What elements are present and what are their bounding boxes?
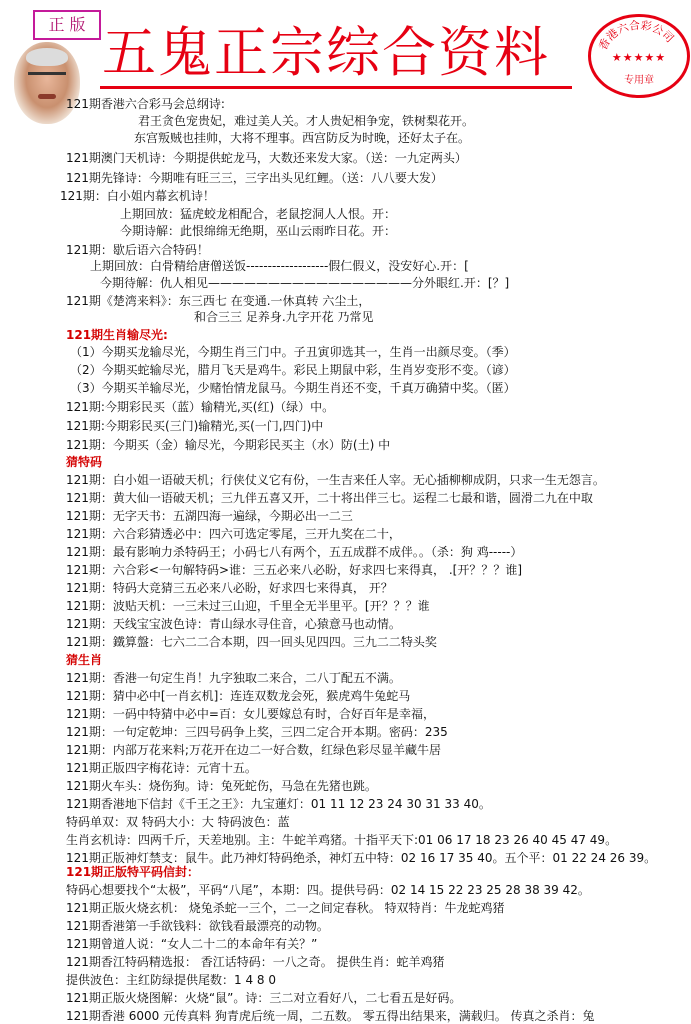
- text-line: 121期《楚湾来料》：东三西七 在变通.一休真转 六尘土，: [66, 294, 371, 308]
- section-heading: 121期正版特平码信封：: [66, 865, 200, 879]
- text-line: 君王贪色宠贵妃，难过美人关。才人贵妃相争宠，铁树梨花开。: [138, 114, 475, 128]
- portrait-mouth: [38, 94, 56, 99]
- text-line: 121期：一句定乾坤：三四号码争上奖，三四二定合开本期。密码：235: [66, 725, 448, 739]
- text-line: 121期正版神灯禁支：鼠牛。此乃神灯特码绝杀，神灯五中特：02 16 17 35 40。五个平：01 22 24 26 39。: [66, 851, 657, 865]
- text-line: 特码心想要找个“太极”，平码“八尾”，本期：四。提供号码：02 14 15 22 23 25 28 38 39 42。: [66, 883, 590, 897]
- seal-label: 专用章: [624, 75, 654, 86]
- title-underline: [100, 86, 572, 89]
- text-line: 121期：黄大仙一语破天机；三九伴五喜又开，二十将出伴三七。运程二七最和谐，圆滑二九在中取: [66, 491, 593, 505]
- text-line: 东宫叛贼也挂帅，大将不理事。西宫防反为时晚，还好太子在。: [134, 131, 471, 145]
- text-line: 121期香港第一手欲钱料：欲钱看最漂亮的动物。: [66, 919, 329, 933]
- text-line: 生肖玄机诗：四两千斤，天差地别。主：牛蛇羊鸡猪。十指平天下:01 06 17 18 23 26 40 45 47 49。: [66, 833, 618, 847]
- text-line: 121期正版四字梅花诗：元宵十五。: [66, 761, 257, 775]
- svg-text:香港六合彩公司: 香港六合彩公司: [596, 18, 677, 53]
- text-line: （2）今期买蛇输尽光，腊月飞天是鸡牛。彩民上期鼠中彩，生肖岁变形不变。（谚）: [70, 363, 516, 377]
- text-line: 和合三三 足养身.九字开花 乃常见: [194, 310, 374, 324]
- text-line: 121期:今期彩民买(三门)输精光,买(一门,四门)中: [66, 419, 324, 433]
- text-line: 今期诗解：此恨绵绵无绝期，巫山云雨昨日花。开：: [120, 224, 397, 238]
- text-line: 121期：鐵算盤：七六二二合本期，四一回头见四四。三九二二特头奖: [66, 635, 437, 649]
- text-line: 121期：今期买（金）输尽光，今期彩民买主（水）防(土) 中: [66, 438, 391, 452]
- text-line: 121期：白小姐一语破天机；行侠仗义它有份，一生吉来任人宰。无心插柳柳成阴，只求一生无怨言。: [66, 473, 605, 487]
- text-line: 提供波色：主红防绿提供尾数：1 4 8 0: [66, 973, 276, 987]
- text-line: 121期正版火烧玄机： 烧兔杀蛇一三个，二一之间定春秋。 特双特肖：牛龙蛇鸡猪: [66, 901, 505, 915]
- text-line: 121期：六合彩<一句解特码>谁：三五必来八必盼，好求四七来得真， .[开？？？谁]: [66, 563, 523, 577]
- text-line: 121期：无字天书：五湖四海一遍绿，今期必出一二三: [66, 509, 353, 523]
- text-line: 121期香港 6000 元传真料 狗青虎后统一周，二五数。 零五得出结果来，满载归。 传真之杀肖：兔: [66, 1009, 595, 1023]
- text-line: 121期香江特码精选报： 香江话特码：一八之奇。 提供生肖：蛇羊鸡猪: [66, 955, 445, 969]
- authentic-badge: 正 版: [33, 10, 101, 40]
- text-line: 121期澳门天机诗：今期提供蛇龙马，大数还来发大家。（送：一九定两头）: [66, 151, 467, 165]
- section-heading: 121期生肖输尽光:: [66, 328, 168, 342]
- text-line: （1）今期买龙输尽光，今期生肖三门中。子丑寅卯选其一，生肖一出颜尽变。（季）: [70, 345, 516, 359]
- text-line: 121期火车头：烧伤狗。诗：兔死蛇伤，马急在先猪也跳。: [66, 779, 377, 793]
- text-line: 上期回放：猛虎蛟龙相配合，老鼠挖洞人人恨。开：: [120, 207, 397, 221]
- text-line: 121期:今期彩民买（蓝）输精光,买(红)（绿）中。: [66, 400, 335, 414]
- text-line: 今期待解：仇人相见—————————————————分外眼红.开：[？]: [100, 276, 510, 290]
- text-line: 121期曾道人说：“女人二十二的本命年有关？”: [66, 937, 318, 951]
- text-line: 121期：最有影响力杀特码王；小码七八有两个，五五成群不成伴。。（杀：狗 鸡-----）: [66, 545, 523, 559]
- section-heading: 猜特码: [66, 455, 103, 469]
- text-line: 121期：波贴天机：一三未过三山迎，千里全无半里平。[开？？？谁: [66, 599, 430, 613]
- text-line: 121期：白小姐内幕玄机诗！: [60, 189, 215, 203]
- text-line: （3）今期买羊输尽光，少赌怡情龙鼠马。今期生肖还不变，千真万确猜中奖。（匿）: [70, 381, 516, 395]
- section-heading: 猜生肖: [66, 653, 103, 667]
- text-line: 121期：特码大竞猜三五必来八必盼，好求四七来得真， 开？: [66, 581, 393, 595]
- text-line: 121期：猜中必中[一肖玄机]：连连双数龙会死，猴虎鸡牛兔蛇马: [66, 689, 411, 703]
- text-line: 上期回放：白骨精给唐僧送饭-------------------假仁假义，没安好心.开：[: [90, 259, 469, 273]
- text-line: 121期：香港一句定生肖！九字独取二来合，二八丁配五不满。: [66, 671, 401, 685]
- text-line: 121期：六合彩猜透必中：四六可选定零尾，三开九奖在二十，: [66, 527, 401, 541]
- portrait-hair: [26, 48, 68, 66]
- text-line: 特码单双：双 特码大小：大 特码波色：蓝: [66, 815, 290, 829]
- text-line: 121期香港六合彩马会总纲诗:: [66, 97, 225, 111]
- text-line: 121期正版火烧图解：火烧“鼠”。诗：三二对立看好八，二七看五是好码。: [66, 991, 462, 1005]
- portrait-glasses: [28, 72, 66, 83]
- company-seal-stamp: [588, 14, 690, 98]
- page-title: 五鬼正宗综合资料: [102, 21, 550, 84]
- text-line: 121期：内部万花来料;万花开在边二一好合数，红绿色彩尽显羊藏牛居: [66, 743, 441, 757]
- seal-stars: ★★★★★: [611, 51, 667, 64]
- text-line: 121期：天线宝宝波色诗：青山绿水寻住音，心猿意马也动情。: [66, 617, 401, 631]
- text-line: 121期：歇后语六合特码！: [66, 243, 209, 257]
- text-line: 121期香港地下信封《千王之王》：九宝蓮灯：01 11 12 23 24 30 31 33 40。: [66, 797, 491, 811]
- text-line: 121期先锋诗：今期唯有旺三三，三字出头见红鲤。（送：八八要大发）: [66, 171, 443, 185]
- text-line: 121期：一码中特猜中必中=百：女儿要嫁总有时，合好百年是幸福，: [66, 707, 435, 721]
